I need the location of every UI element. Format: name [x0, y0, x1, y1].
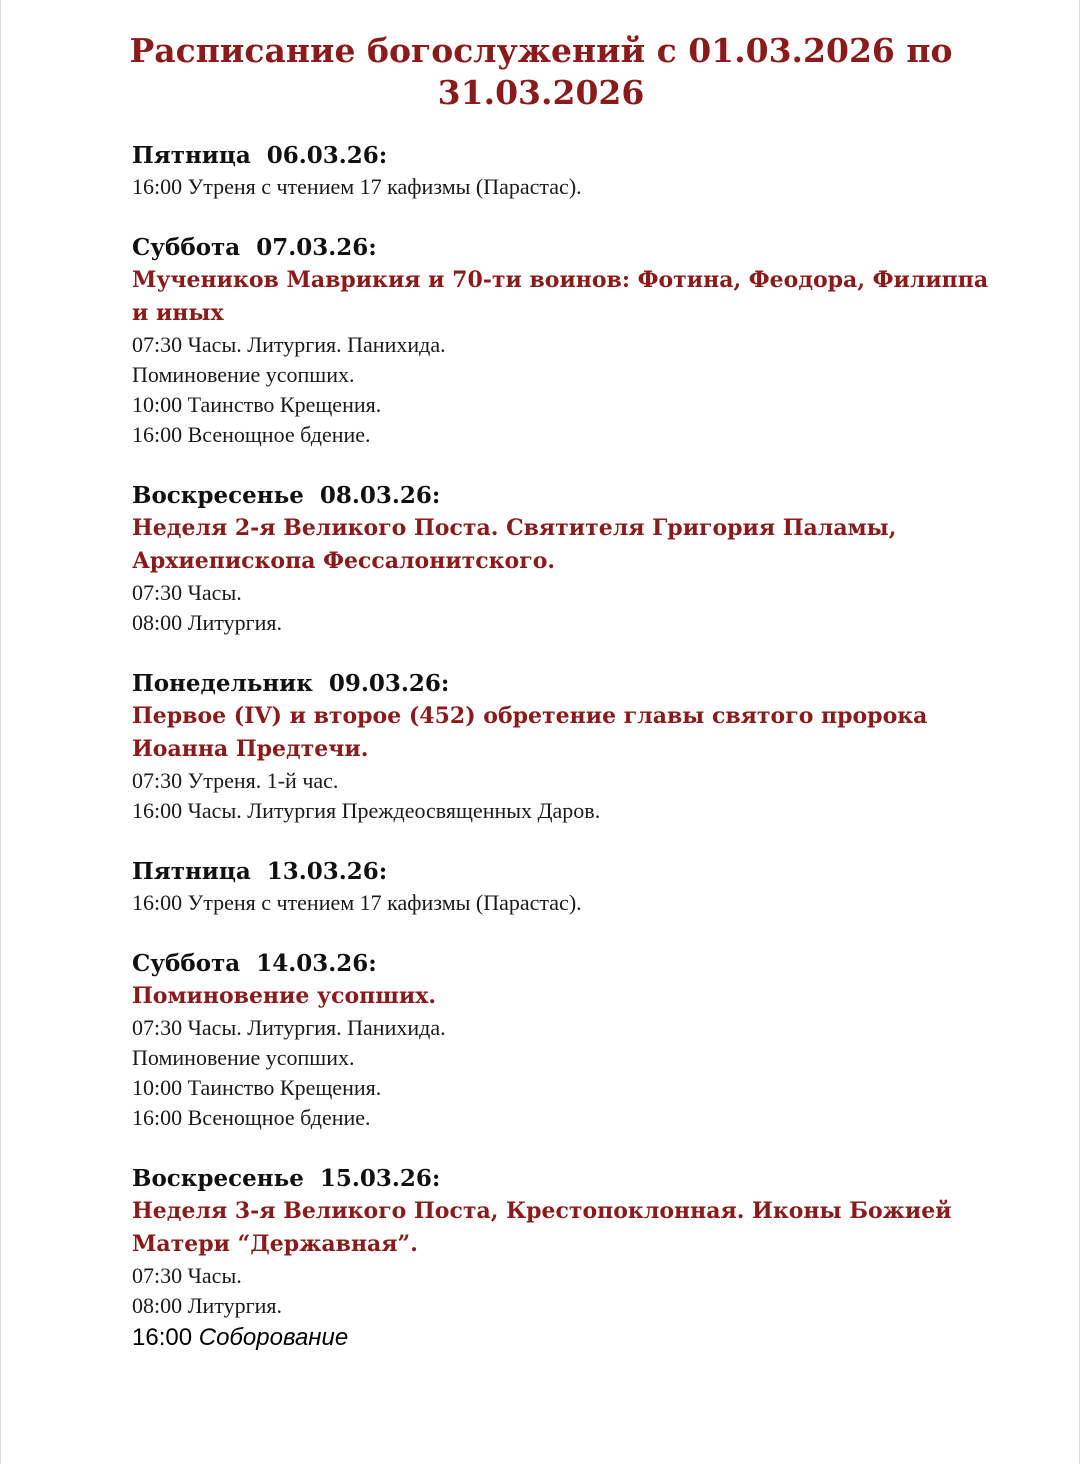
- page-title: [1, 30, 1080, 114]
- service-line: 16:00 Утреня с чтением 17 кафизмы (Парастас).: [132, 174, 582, 199]
- service-line: 07:30 Часы. Литургия. Панихида.: [132, 332, 446, 357]
- service-line: 16:00 Часы. Литургия Преждеосвященных Даров.: [132, 798, 601, 823]
- schedule-day: [132, 232, 992, 450]
- feast-title: Мучеников Маврикия и 70-ти воинов: Фотина, Феодора, Филиппа и иных: [132, 267, 989, 326]
- service-line: 07:30 Часы.: [132, 580, 242, 605]
- service-line: 07:30 Утреня. 1-й час.: [132, 768, 339, 793]
- service-line: 16:00 Всенощное бдение.: [132, 1105, 371, 1130]
- service-line: 08:00 Литургия.: [132, 1293, 283, 1318]
- service-line: Поминовение усопших.: [132, 362, 355, 387]
- service-line: Поминовение усопших.: [132, 1045, 355, 1070]
- title-line-2: 31.03.2026: [437, 73, 645, 112]
- feast-title: Неделя 2-я Великого Поста. Святителя Григория Паламы, Архиепископа Фессалонитского.: [132, 515, 897, 574]
- schedule-day: [132, 856, 992, 918]
- day-heading: Суббота 07.03.26:: [132, 234, 377, 261]
- service-line: 08:00 Литургия.: [132, 610, 283, 635]
- service-line: 10:00 Таинство Крещения.: [132, 1075, 382, 1100]
- special-service-label: Соборование: [198, 1324, 349, 1351]
- special-service-time: 16:00: [132, 1324, 193, 1351]
- feast-title: Поминовение усопших.: [132, 983, 437, 1009]
- service-line: 07:30 Часы. Литургия. Панихида.: [132, 1015, 446, 1040]
- schedule-day: [132, 480, 992, 638]
- schedule-day: [132, 948, 992, 1133]
- day-heading: Суббота 14.03.26:: [132, 950, 377, 977]
- schedule-list: [132, 140, 992, 1385]
- schedule-day: [132, 668, 992, 826]
- day-heading: Понедельник 09.03.26:: [132, 670, 450, 697]
- schedule-day: [132, 140, 992, 202]
- service-line: 16:00 Всенощное бдение.: [132, 422, 371, 447]
- feast-title: Первое (IV) и второе (452) обретение главы святого пророка Иоанна Предтечи.: [132, 703, 928, 762]
- title-line-1: Расписание богослужений с 01.03.2026 по: [129, 31, 953, 70]
- service-line: 16:00 Утреня с чтением 17 кафизмы (Парастас).: [132, 890, 582, 915]
- special-service-line: [132, 1321, 992, 1355]
- day-heading: Воскресенье 08.03.26:: [132, 482, 441, 509]
- schedule-day: [132, 1163, 992, 1355]
- day-heading: Пятница 13.03.26:: [132, 858, 388, 885]
- service-line: 07:30 Часы.: [132, 1263, 242, 1288]
- day-heading: Пятница 06.03.26:: [132, 142, 388, 169]
- feast-title: Неделя 3-я Великого Поста, Крестопоклонная. Иконы Божией Матери “Державная”.: [132, 1198, 952, 1257]
- service-line: 10:00 Таинство Крещения.: [132, 392, 382, 417]
- day-heading: Воскресенье 15.03.26:: [132, 1165, 441, 1192]
